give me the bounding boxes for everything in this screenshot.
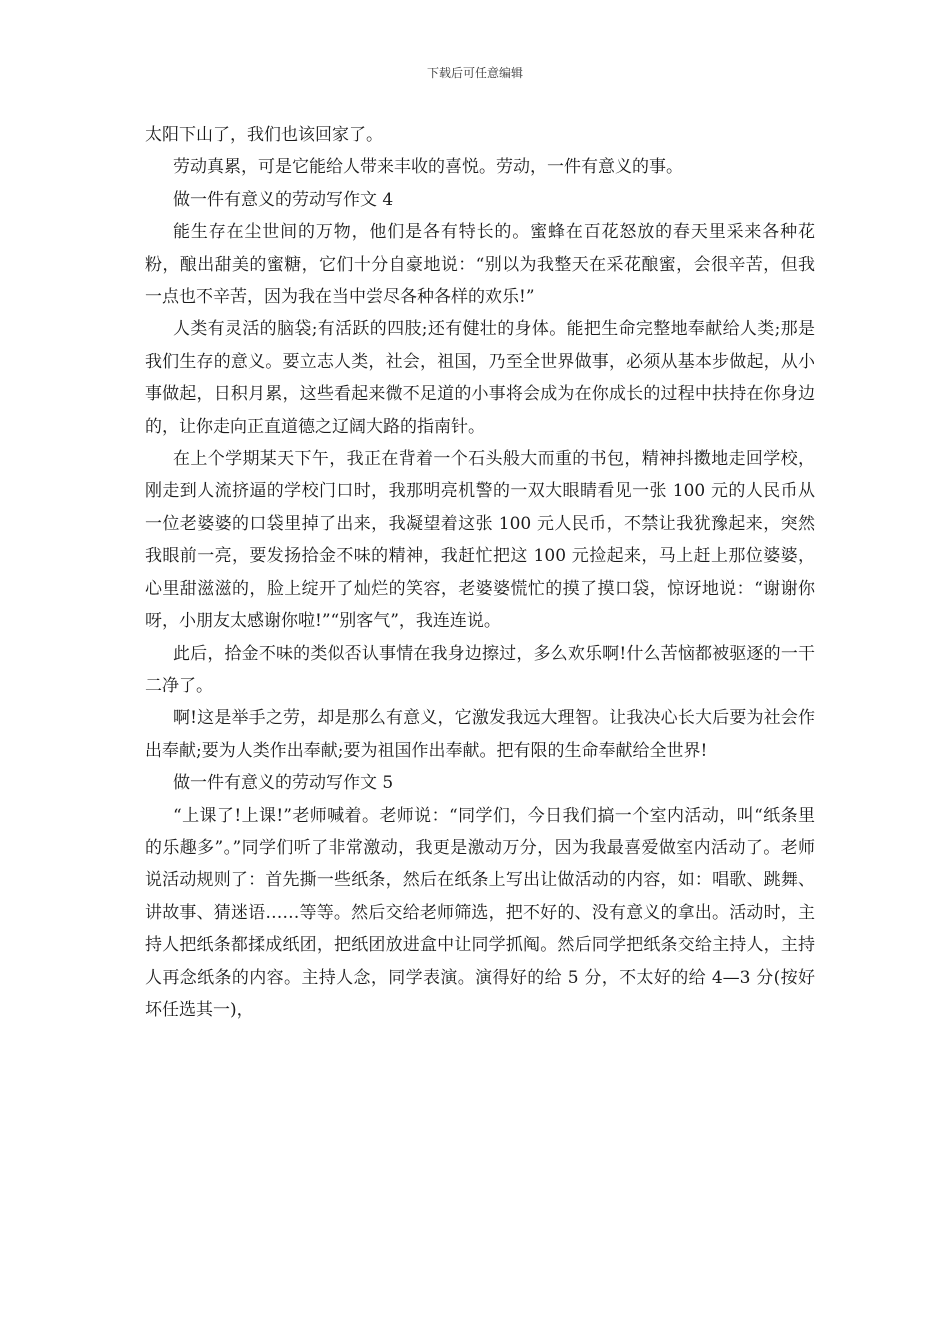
- section-heading: 做一件有意义的劳动写作文 4: [173, 189, 394, 210]
- paragraph: 此后，拾金不味的类似否认事情在我身边擦过，多么欢乐啊!什么苦恼都被驱逐的一干二净了。: [145, 643, 815, 696]
- paragraph: 劳动真累，可是它能给人带来丰收的喜悦。劳动，一件有意义的事。: [173, 157, 683, 178]
- section-heading: 做一件有意义的劳动写作文 5: [173, 773, 394, 794]
- paragraph: 太阳下山了，我们也该回家了。: [145, 125, 383, 145]
- paragraph: “上课了!上课!”老师喊着。老师说：“同学们，今日我们搞一个室内活动，叫“纸条里的乐趣多”。”同学们听了非常激动，我更是激动万分，因为我最喜爱做室内活动了。老师说活动规则了：首先撕一些纸条，然后在纸条上写出让做活动的内容，如：唱歌、跳舞、讲故事、猜迷语……等等。然后交给老师筛选，把不好的、没有意义的拿出。活动时，主持人把纸条都揉成纸团，把纸团放进盒中让同学抓阄。然后同学把纸条交给主持人，主持人再念纸条的内容。主持人念，同学表演。演得好的给 5 分，不太好的给 4—3 分(按好坏任选其一)，: [145, 805, 815, 1020]
- document-body: [145, 119, 815, 1026]
- paragraph: 人类有灵活的脑袋;有活跃的四肢;还有健壮的身体。能把生命完整地奉献给人类;那是我们生存的意义。要立志人类，社会，祖国，乃至全世界做事，必须从基本步做起，从小事做起，日积月累，这些看起来微不足道的小事将会成为在你成长的过程中扶持在你身边的，让你走向正直道德之辽阔大路的指南针。: [145, 319, 815, 437]
- page-header: 下载后可任意编辑: [426, 66, 523, 80]
- paragraph: 在上个学期某天下午，我正在背着一个石头般大而重的书包，精神抖擞地走回学校，刚走到人流挤逼的学校门口时，我那明亮机警的一双大眼睛看见一张 100 元的人民币从一位老婆婆的口袋里掉了出来，我凝望着这张 100 元人民币，不禁让我犹豫起来，突然我眼前一亮，要发扬拾金不味的精神，我赶忙把这 100 元捡起来，马上赶上那位婆婆，心里甜滋滋的，脸上绽开了灿烂的笑容，老婆婆慌忙的摸了摸口袋，惊讶地说：“谢谢你呀，小朋友太感谢你啦!”“别客气”，我连连说。: [145, 449, 815, 632]
- paragraph: 啊!这是举手之劳，却是那么有意义，它激发我远大理智。让我决心长大后要为社会作出奉献;要为人类作出奉献;要为祖国作出奉献。把有限的生命奉献给全世界!: [145, 708, 815, 761]
- paragraph: 能生存在尘世间的万物，他们是各有特长的。蜜蜂在百花怒放的春天里采来各种花粉，酿出甜美的蜜糖，它们十分自豪地说：“别以为我整天在采花酿蜜，会很辛苦，但我一点也不辛苦，因为我在当中尝尽各种各样的欢乐!”: [145, 222, 815, 308]
